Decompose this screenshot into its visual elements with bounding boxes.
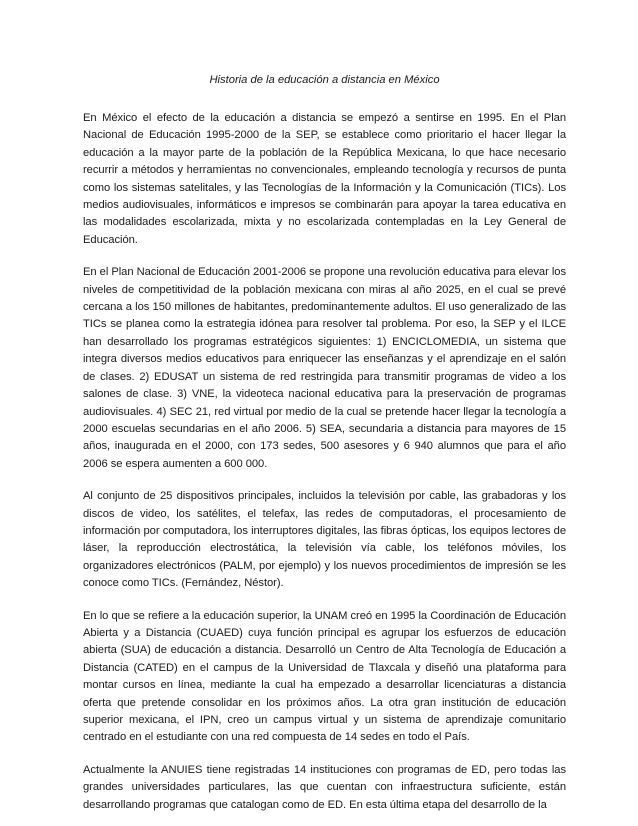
document-title: Historia de la educación a distancia en México (209, 74, 440, 86)
paragraph-5: Actualmente la ANUIES tiene registradas 14 instituciones con programas de ED, pero todas las grandes universidades particulares, las que cuentan con infraestructura suficiente, están desarrollando programas que catalogan como de ED. En esta última etapa del desarrollo de la (83, 763, 566, 811)
paragraph-4: En lo que se refiere a la educación superior, la UNAM creó en 1995 la Coordinación de Educación Abierta y a Distancia (CUAED) cuya función principal es agrupar los esfuerzos de educación abierta (SUA) de educación a distancia. Desarrolló un Centro de Alta Tecnología de Educación a Distancia (CATED) en el campus de la Universidad de Tlaxcala y diseñó una plataforma para montar cursos en línea, mediante la cual ha empezado a desarrollar licenciaturas a distancia oferta que pretende consolidar en los próximos años. La otra gran institución de educación superior mexicana, el IPN, creo un campus virtual y un sistema de aprendizaje comunitario centrado en el estudiante con una red compuesta de 14 sedes en todo el País. (83, 609, 566, 744)
paragraph-3: Al conjunto de 25 dispositivos principales, incluidos la televisión por cable, las grabadoras y los discos de video, los satélites, el telefax, las redes de computadoras, el procesamiento de información por computadora, los interruptores digitales, las fibras ópticas, los equipos lectores de láser, la reproducción electrostática, la televisión vía cable, los teléfonos móviles, los organizadores electrónicos (PALM, por ejemplo) y los nuevos procedimientos de impresión se les conoce como TICs. (Fernández, Néstor). (83, 490, 566, 590)
paragraph-2: En el Plan Nacional de Educación 2001-2006 se propone una revolución educativa para elevar los niveles de competitividad de la población mexicana con miras al año 2025, en el cual se prevé cercana a los 150 millones de habitantes, predominantemente adultos. El uso generalizado de las TICs se planea como la estrategia idónea para resolver tal problema. Por eso, la SEP y el ILCE han desarrollado los programas estratégicos siguientes: 1) ENCICLOMEDIA, un sistema que integra diversos medios educativos para enriquecer las enseñanzas y el aprendizaje en el salón de clases. 2) EDUSAT un sistema de red restringida para transmitir programas de video a los salones de clase. 3) VNE, la videoteca nacional educativa para la preservación de programas audiovisuales. 4) SEC 21, red virtual por medio de la cual se pretende hacer llegar la tecnología a 2000 escuelas secundarias en el año 2006. 5) SEA, secundaria a distancia para mayores de 15 años, inaugurada en el 2000, con 173 sedes, 500 asesores y 6 940 alumnos que para el año 2006 se espera aumenten a 600 000. (83, 266, 566, 470)
paragraph-1: En México el efecto de la educación a distancia se empezó a sentirse en 1995. En el Plan Nacional de Educación 1995-2000 de la SEP, se establece como prioritario el hacer llegar la educación a la mayor parte de la población de la República Mexicana, lo que hace necesario recurrir a métodos y herramientas no convencionales, empleando tecnología y recursos de punta como los sistemas satelitales, y las Tecnologías de la Información y la Comunicación (TICs). Los medios audiovisuales, informáticos e impresos se combinarán para apoyar la tarea educativa en las modalidades escolarizada, mixta y no escolarizada contempladas en la Ley General de Educación. (83, 112, 566, 246)
